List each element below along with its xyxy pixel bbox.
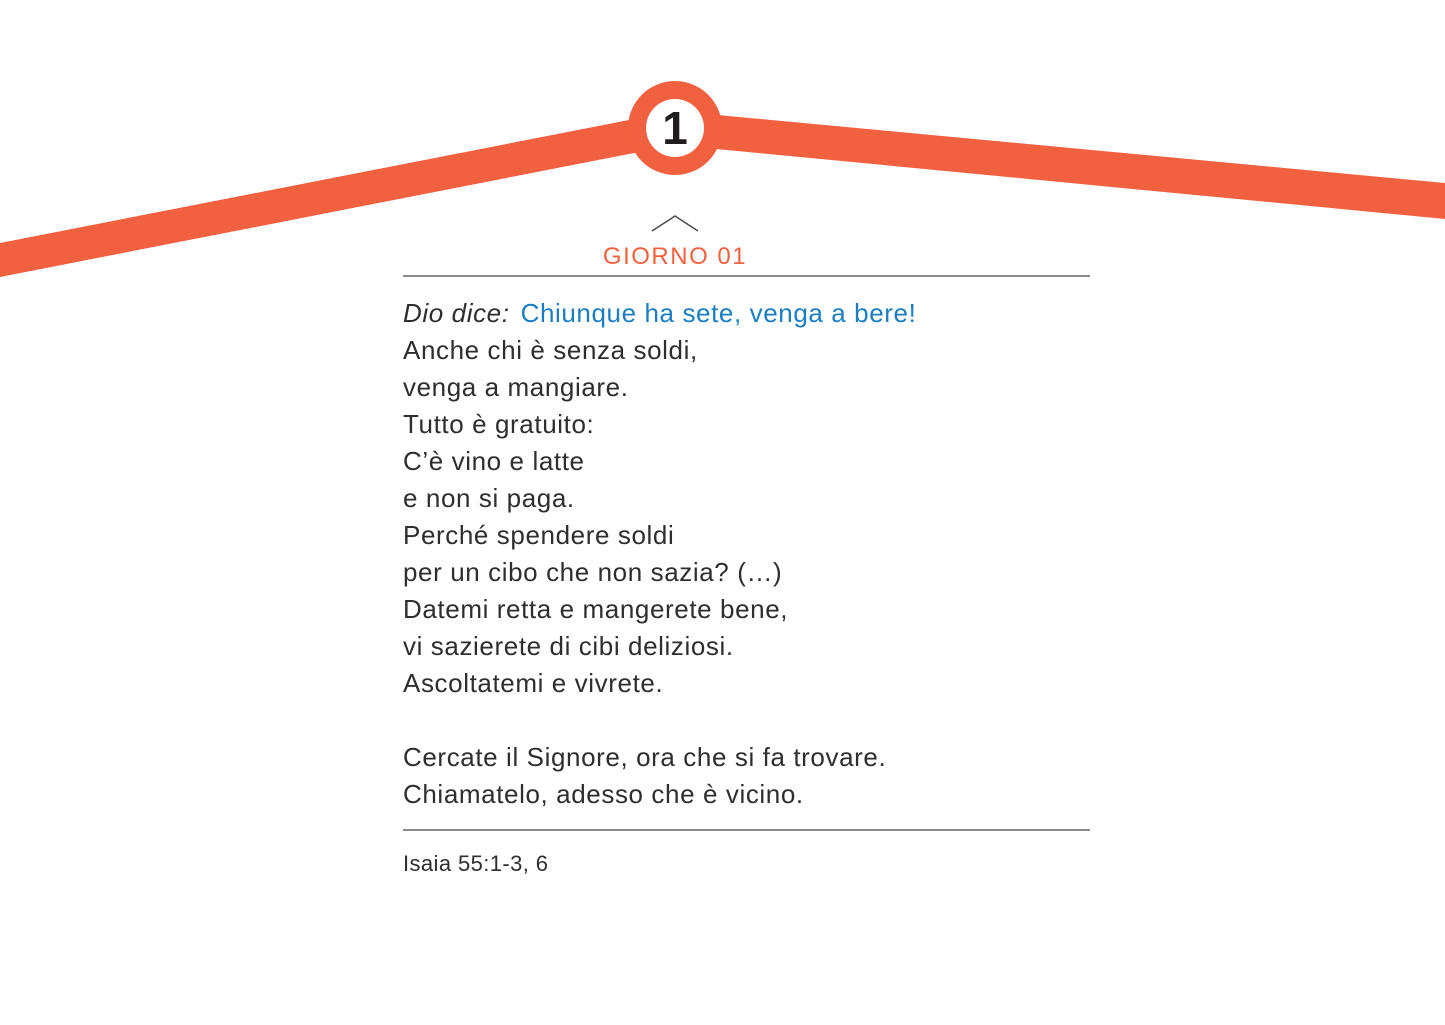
passage-line: Anche chi è senza soldi, (403, 335, 698, 365)
ribbon-right-band (675, 111, 1445, 219)
passage-line: Tutto è gratuito: (403, 409, 595, 439)
speaker-label: Dio dice: (403, 298, 510, 328)
day-number: 1 (662, 102, 688, 154)
passage-line: C’è vino e latte (403, 446, 585, 476)
passage-line: vi sazierete di cibi deliziosi. (403, 631, 734, 661)
divider-top (403, 275, 1090, 277)
passage-line: per un cibo che non sazia? (…) (403, 557, 783, 587)
day-header: GIORNO 01 (602, 243, 748, 270)
caret-up-icon (652, 216, 698, 231)
passage-lead-line (403, 295, 1163, 332)
passage-line: Chiamatelo, adesso che è vicino. (403, 779, 804, 809)
stanza-break (403, 702, 1163, 739)
passage-lead-quote: Chiunque ha sete, venga a bere! (520, 298, 917, 328)
passage-line: Ascoltatemi e vivrete. (403, 668, 664, 698)
passage-line: Cercate il Signore, ora che si fa trovare. (403, 742, 887, 772)
passage-line: Perché spendere soldi (403, 520, 675, 550)
scripture-passage (403, 295, 1163, 813)
passage-line: venga a mangiare. (403, 372, 629, 402)
ribbon-left-band (0, 111, 675, 277)
scripture-reference: Isaia 55:1-3, 6 (403, 851, 549, 876)
passage-line: e non si paga. (403, 483, 575, 513)
divider-bottom (403, 829, 1090, 831)
passage-line: Datemi retta e mangerete bene, (403, 594, 789, 624)
